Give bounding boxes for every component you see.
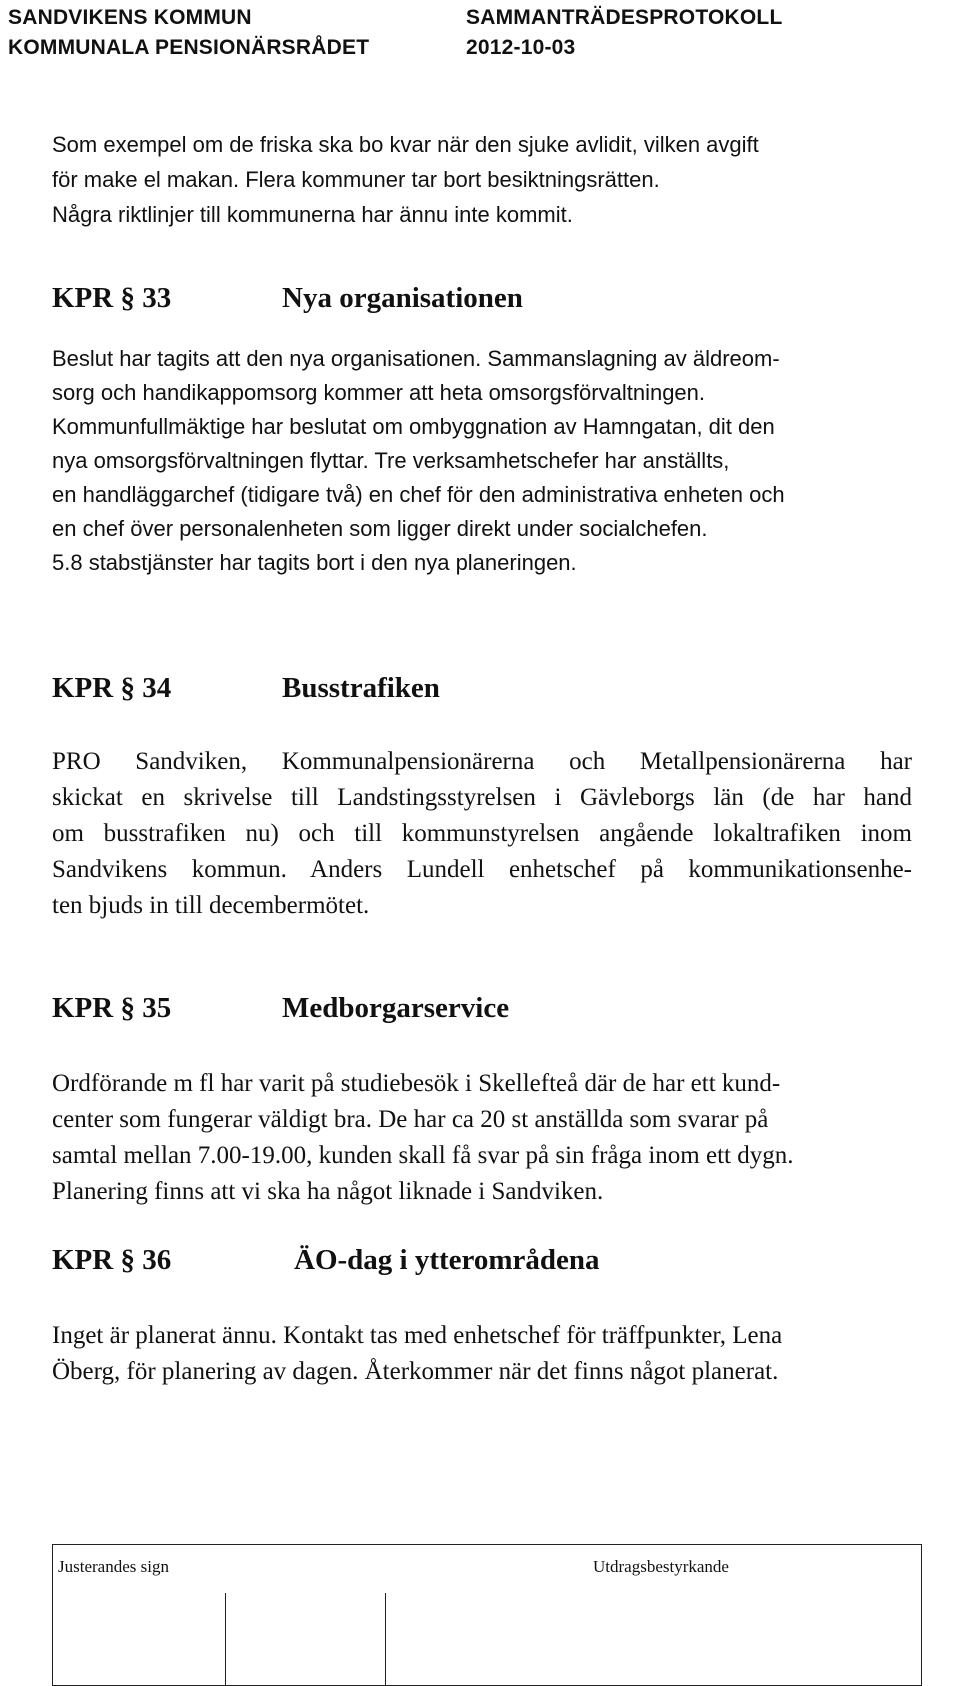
signature-label-utdragsbestyrkande: Utdragsbestyrkande: [593, 1557, 729, 1576]
body-line: center som fungerar väldigt bra. De har ca 20 st anställda som svarar på: [52, 1106, 769, 1133]
signature-label-justerandes: Justerandes sign: [58, 1557, 169, 1576]
signature-divider: [225, 1593, 226, 1685]
header-org: SANDVIKENS KOMMUN: [8, 6, 252, 29]
intro-line: för make el makan. Flera kommuner tar bort besiktningsrätten.: [52, 167, 660, 192]
section-label-kpr-34: KPR § 34: [52, 672, 172, 704]
body-line: skickat en skrivelse till Landstingsstyrelsen i Gävleborgs län (de har hand: [52, 784, 912, 811]
body-line: en chef över personalenheten som ligger direkt under socialchefen.: [52, 516, 708, 541]
body-line: Kommunfullmäktige har beslutat om ombyggnation av Hamngatan, dit den: [52, 414, 775, 439]
body-line: 5.8 stabstjänster har tagits bort i den nya planeringen.: [52, 550, 577, 575]
section-title-medborgarservice: Medborgarservice: [282, 992, 510, 1024]
body-line: Beslut har tagits att den nya organisationen. Sammanslagning av äldreom-: [52, 346, 780, 371]
body-line: Planering finns att vi ska ha något liknade i Sandviken.: [52, 1178, 604, 1205]
body-line: en handläggarchef (tidigare två) en chef för den administrativa enheten och: [52, 482, 785, 507]
body-line: ten bjuds in till decembermötet.: [52, 892, 370, 919]
section-title-nya-organisationen: Nya organisationen: [282, 282, 523, 314]
section-title-busstrafiken: Busstrafiken: [282, 672, 440, 704]
header-council: KOMMUNALA PENSIONÄRSRÅDET: [8, 36, 370, 59]
body-line: Sandvikens kommun. Anders Lundell enhetschef på kommunikationsenhe-: [52, 856, 912, 883]
body-line: Ordförande m fl har varit på studiebesök i Skellefteå där de har ett kund-: [52, 1070, 781, 1097]
body-line: sorg och handikappomsorg kommer att heta omsorgsförvaltningen.: [52, 380, 706, 405]
section-title-ao-dag: ÄO-dag i ytterområdena: [294, 1244, 600, 1276]
section-label-kpr-36: KPR § 36: [52, 1244, 172, 1276]
header-doc-type: SAMMANTRÄDESPROTOKOLL: [466, 6, 783, 29]
intro-line: Som exempel om de friska ska bo kvar när den sjuke avlidit, vilken avgift: [52, 132, 759, 157]
section-label-kpr-35: KPR § 35: [52, 992, 172, 1024]
body-line: om busstrafiken nu) och till kommunstyrelsen angående lokaltrafiken inom: [52, 820, 912, 847]
body-line: Öberg, för planering av dagen. Återkommer när det finns något planerat.: [52, 1358, 779, 1385]
body-line: PRO Sandviken, Kommunalpensionärerna och Metallpensionärerna har: [52, 748, 912, 775]
body-line: samtal mellan 7.00-19.00, kunden skall få svar på sin fråga inom ett dygn.: [52, 1142, 794, 1169]
body-line: Inget är planerat ännu. Kontakt tas med enhetschef för träffpunkter, Lena: [52, 1322, 783, 1349]
intro-line: Några riktlinjer till kommunerna har ännu inte kommit.: [52, 202, 573, 227]
header-date: 2012-10-03: [466, 36, 576, 59]
signature-box: [52, 1544, 922, 1686]
signature-divider: [385, 1593, 386, 1685]
section-label-kpr-33: KPR § 33: [52, 282, 172, 314]
body-line: nya omsorgsförvaltningen flyttar. Tre verksamhetschefer har anställts,: [52, 448, 730, 473]
